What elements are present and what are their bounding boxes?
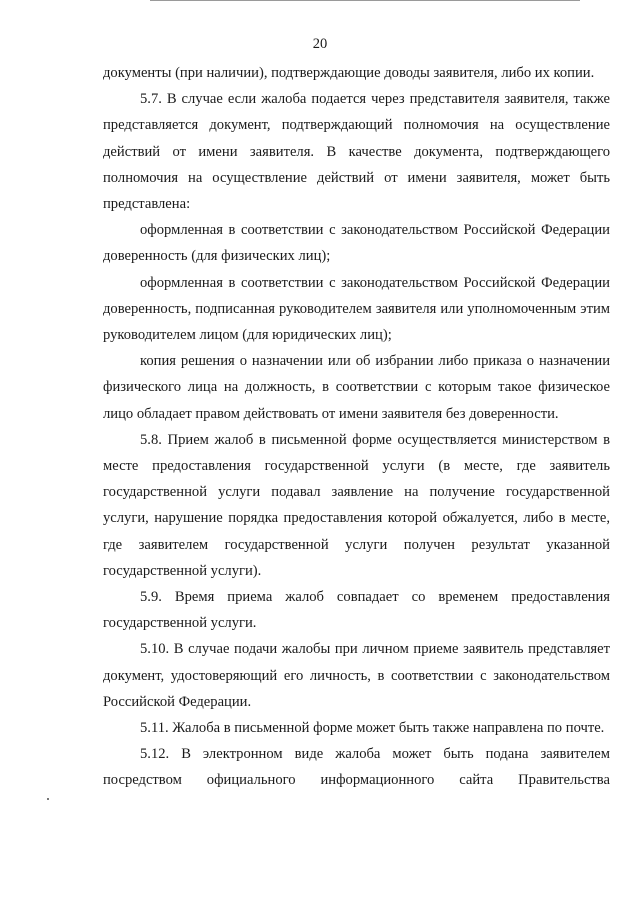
- list-item-individuals: оформленная в соответствии с законодательством Российской Федерации доверенность (для физических лиц);: [103, 222, 610, 265]
- list-item-legal-entities: оформленная в соответствии с законодательством Российской Федерации доверенность, подписанная руководителем заявителя или уполномоченным этим руководителем лицом (для юридических лиц);: [103, 274, 610, 344]
- paragraph-5-7: 5.7. В случае если жалоба подается через представителя заявителя, также представляется документ, подтверждающий полномочия на осуществление действий от имени заявителя. В качестве документа, подтверждающего полномочия на осуществление действий от имени заявителя, может быть представлена:: [103, 91, 610, 213]
- paragraph-5-9: 5.9. Время приема жалоб совпадает со временем предоставления государственной услуги.: [103, 589, 610, 632]
- top-edge-rule: [150, 0, 580, 1]
- document-body: [103, 60, 610, 794]
- list-item-appointment-copy: копия решения о назначении или об избрании либо приказа о назначении физического лица на должность, в соответствии с которым такое физическое лицо обладает правом действовать от имени заявителя без доверенности.: [103, 353, 610, 422]
- paragraph-5-10: 5.10. В случае подачи жалобы при личном приеме заявитель представляет документ, удостоверяющий его личность, в соответствии с законодательством Российской Федерации.: [103, 641, 610, 710]
- paragraph-5-8: 5.8. Прием жалоб в письменной форме осуществляется министерством в месте предоставления государственной услуги (в месте, где заявитель государственной услуги подавал заявление на получение государственной услуги, нарушение порядка предоставления которой обжалуется, либо в месте, где заявителем государственной услуги получен результат указанной государственной услуги).: [103, 431, 610, 579]
- scan-speck: [47, 798, 49, 800]
- paragraph-continuation: документы (при наличии), подтверждающие доводы заявителя, либо их копии.: [103, 65, 595, 81]
- paragraph-5-12: 5.12. В электронном виде жалоба может быть подана заявителем посредством официального информационного сайта Правительства: [103, 746, 610, 789]
- page-number: 20: [312, 36, 328, 52]
- paragraph-5-11: 5.11. Жалоба в письменной форме может быть также направлена по почте.: [140, 720, 605, 737]
